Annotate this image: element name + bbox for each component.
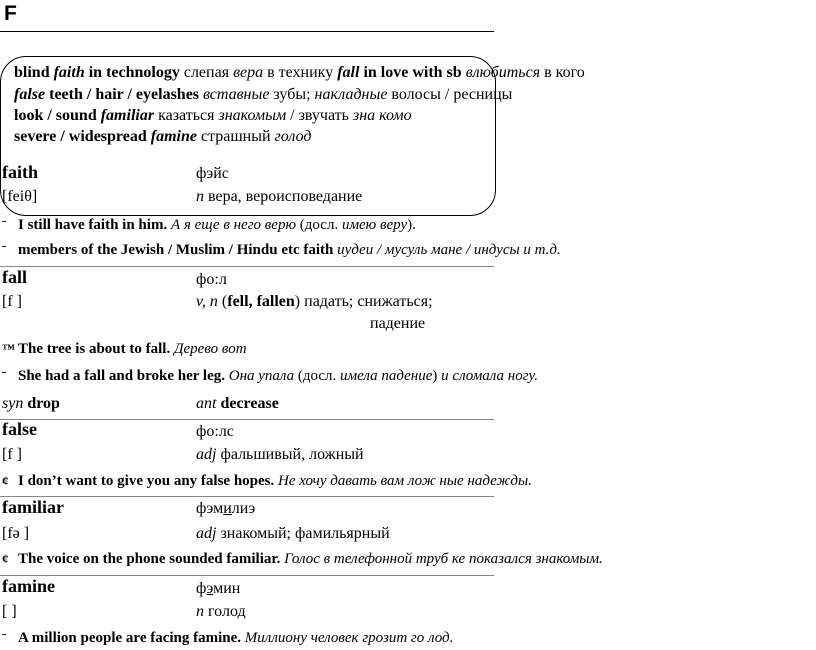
phrase-keyword: faith — [53, 64, 85, 81]
phrase-translation-italic: знакомым — [218, 107, 287, 124]
bullet-icon: ˉ — [2, 368, 7, 383]
example-english: The voice on the phone sounded familiar. — [18, 551, 281, 567]
example-note-italic: имею веру — [341, 217, 408, 233]
phrase-line-3 — [14, 107, 412, 125]
phrase-translation: зубы; — [269, 86, 315, 103]
section-letter: F — [4, 2, 17, 25]
example-russian: Она упала — [224, 368, 295, 384]
antonym-word: decrease — [216, 395, 279, 412]
entry-divider — [0, 575, 494, 576]
definition-text: фальшивый, ложный — [216, 446, 364, 463]
antonym — [196, 395, 279, 413]
part-of-speech: adj — [196, 525, 217, 542]
phrase-translation-italic: вера — [233, 64, 264, 81]
example-russian: Голос в телефонной труб ке показался знакомым. — [280, 551, 603, 567]
example-sentence — [2, 341, 247, 358]
pronunciation: фэйс — [196, 165, 229, 182]
part-of-speech: adj — [196, 446, 217, 463]
phrase-translation-italic: вставные — [203, 86, 270, 103]
pronunciation-stress: э — [206, 580, 214, 597]
phrase-translation-italic: влюбиться — [465, 64, 541, 81]
phrase-keyword: false — [14, 86, 46, 103]
pronunciation: фо:л — [196, 271, 227, 288]
transcription: [f ] — [2, 446, 22, 463]
definition-text: вера, вероисповедание — [204, 188, 363, 205]
transcription: [f ] — [2, 293, 22, 310]
transcription: [ ] — [2, 603, 17, 620]
entry-divider — [0, 419, 494, 420]
example-sentence — [2, 630, 453, 647]
headword-fall: fall — [2, 267, 27, 287]
pronunciation-part: ф — [196, 580, 207, 597]
example-note-italic: имела падение — [340, 368, 433, 384]
phrase-translation: казаться — [154, 107, 219, 124]
phrase-text: look / sound — [14, 107, 101, 124]
definition-text: ) падать; снижаться; — [294, 293, 433, 310]
bullet-icon: ˉ — [2, 630, 7, 645]
example-russian: Не хочу давать вам лож ные надежды. — [274, 473, 532, 489]
verb-forms: fell, fallen — [227, 293, 295, 310]
phrase-translation-italic: голод — [274, 128, 312, 145]
example-note: (досл. — [294, 368, 341, 384]
example-russian: и сломала ногу. — [441, 368, 539, 384]
definition-text: знакомый; фамильярный — [216, 525, 390, 542]
example-sentence — [2, 242, 561, 259]
definition — [196, 446, 364, 464]
bullet-icon: ˉ — [2, 217, 7, 232]
pronunciation-part: мин — [213, 580, 241, 597]
headword-familiar: familiar — [2, 497, 64, 517]
phrase-translation: в кого — [540, 64, 585, 81]
headword-faith: faith — [2, 162, 38, 182]
phrase-translation: волосы / ресницы — [387, 86, 513, 103]
phrase-translation: в технику — [263, 64, 338, 81]
entry-divider — [0, 496, 494, 497]
example-english: I don’t want to give you any false hopes. — [18, 473, 275, 489]
bullet-icon: ¢ — [2, 551, 9, 566]
bullet-icon: ™ — [2, 341, 15, 356]
pronunciation-part: лиэ — [231, 500, 256, 517]
phrase-text: in technology — [84, 64, 180, 81]
definition-text: голод — [204, 603, 246, 620]
pronunciation-stress: и — [223, 500, 232, 517]
example-english: I still have faith in him. — [18, 217, 168, 233]
phrase-line-1 — [14, 64, 585, 82]
example-english: The tree is about to fall. — [18, 341, 171, 357]
synonym-word: drop — [23, 395, 60, 412]
headword-famine: famine — [2, 576, 55, 596]
example-sentence — [2, 551, 603, 568]
example-russian: А я еще в него верю — [167, 217, 297, 233]
definition — [196, 188, 362, 206]
example-note: ). — [407, 217, 416, 233]
part-of-speech: n — [196, 603, 204, 620]
part-of-speech: n — [196, 188, 204, 205]
pronunciation — [196, 500, 255, 518]
transcription: [fə ] — [2, 525, 30, 542]
part-of-speech: v, n — [196, 293, 218, 310]
example-english: She had a fall and broke her leg. — [18, 368, 225, 384]
phrase-text: in love with sb — [359, 64, 466, 81]
phrase-translation: слепая — [179, 64, 234, 81]
example-english: members of the Jewish / Muslim / Hindu etc faith — [18, 242, 334, 258]
example-note: (досл. — [296, 217, 342, 233]
example-note: ) — [432, 368, 442, 384]
antonym-label: ant — [196, 395, 217, 412]
example-sentence — [2, 473, 532, 490]
pronunciation: фо:лс — [196, 423, 234, 440]
definition — [196, 525, 390, 543]
phrase-translation-italic: накладные — [314, 86, 388, 103]
example-russian: иудеи / мусуль мане / индусы и т.д. — [333, 242, 561, 258]
entry-divider — [0, 266, 494, 267]
phrase-text: blind — [14, 64, 54, 81]
phrase-keyword: famine — [150, 128, 197, 145]
phrase-keyword: familiar — [100, 107, 155, 124]
phrase-line-2 — [14, 86, 512, 104]
phrase-text: severe / widespread — [14, 128, 151, 145]
definition — [196, 603, 246, 621]
phrase-translation: страшный — [196, 128, 275, 145]
definition — [196, 293, 433, 311]
phrase-text: teeth / hair / eyelashes — [45, 86, 204, 103]
phrase-line-4 — [14, 128, 311, 146]
synonym-label: syn — [2, 395, 24, 412]
pronunciation-part: фэм — [196, 500, 224, 517]
example-russian: Миллиону человек грозит го лод. — [241, 630, 454, 646]
definition-text: ( — [217, 293, 228, 310]
phrase-translation: / звучать — [286, 107, 353, 124]
bullet-icon: ˉ — [2, 242, 7, 257]
phrase-translation-italic: зна комо — [352, 107, 412, 124]
transcription: [feiθ] — [2, 188, 38, 205]
phrase-keyword: fall — [337, 64, 360, 81]
definition-continued: падение — [370, 315, 426, 332]
pronunciation — [196, 580, 240, 598]
example-sentence — [2, 368, 538, 385]
bullet-icon: ¢ — [2, 473, 9, 488]
section-divider — [0, 31, 494, 32]
example-sentence — [2, 217, 416, 234]
example-russian: Дерево вот — [170, 341, 247, 357]
example-english: A million people are facing famine. — [18, 630, 242, 646]
synonym — [2, 395, 60, 413]
headword-false: false — [2, 419, 37, 439]
